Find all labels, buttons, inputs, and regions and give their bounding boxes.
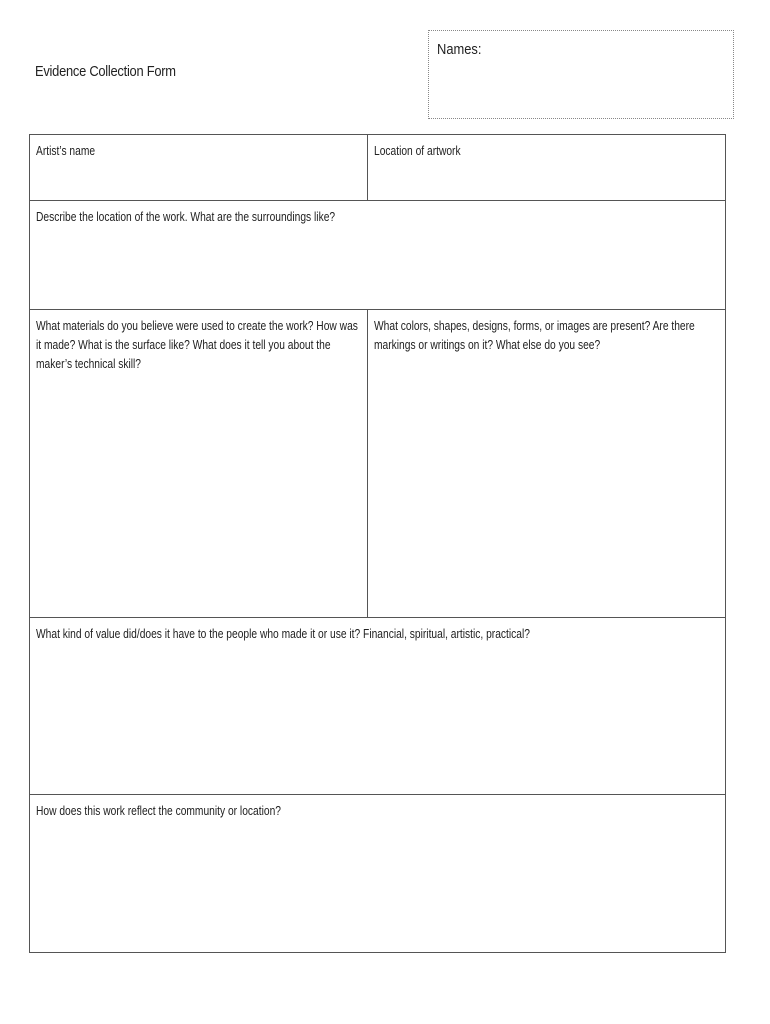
names-field[interactable] [428,30,734,119]
names-label: Names: [437,41,482,58]
artist-name-field[interactable] [30,135,368,201]
artist-name-label: Artist’s name [36,144,96,158]
surroundings-field[interactable] [30,201,725,310]
community-prompt: How does this work reflect the community or location? [36,804,281,818]
artwork-location-label: Location of artwork [374,144,461,158]
materials-field[interactable] [30,310,368,618]
colors-shapes-field[interactable] [368,310,725,618]
evidence-form-table [29,134,726,953]
value-prompt: What kind of value did/does it have to the people who made it or use it? Financial, spiritual, artistic, practical? [36,627,530,641]
materials-prompt: What materials do you believe were used to create the work? How was it made? What is the surface like? What does it tell you about the maker’s technical skill? [36,319,358,371]
form-title: Evidence Collection Form [35,63,176,80]
community-field[interactable] [30,795,725,952]
colors-shapes-prompt: What colors, shapes, designs, forms, or images are present? Are there markings or writings on it? What else do you see? [374,319,695,352]
surroundings-prompt: Describe the location of the work. What are the surroundings like? [36,210,336,224]
value-field[interactable] [30,618,725,795]
artwork-location-field[interactable] [368,135,725,201]
